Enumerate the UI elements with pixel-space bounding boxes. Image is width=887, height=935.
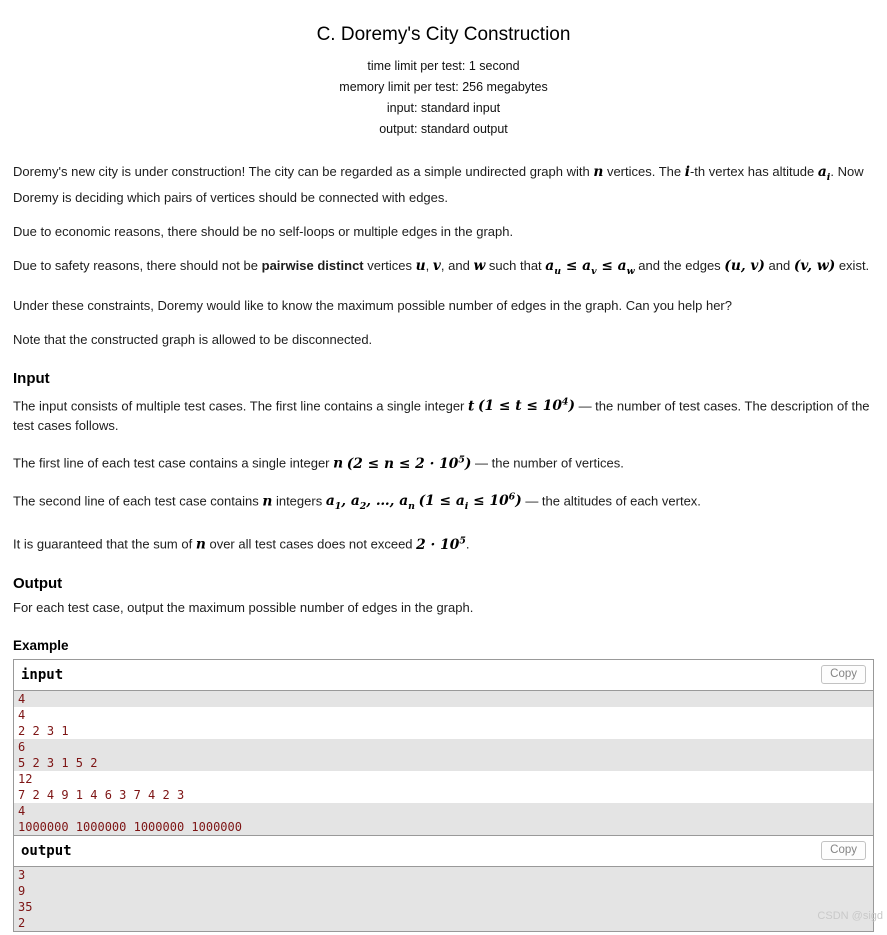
input-label: input (21, 666, 64, 683)
sample-line: 4 (14, 691, 873, 707)
output-paragraph: For each test case, output the maximum possible number of edges in the graph. (13, 599, 474, 615)
sample-line: 35 (14, 899, 873, 915)
limit-output: output: standard output (379, 122, 508, 136)
page-title: C. Doremy's City Construction (316, 24, 571, 45)
sample-line: 4 (14, 707, 873, 723)
sample-output-header (14, 835, 873, 867)
sample-output-lines (14, 867, 873, 931)
output-label: output (21, 842, 72, 859)
output-heading: Output (13, 574, 63, 592)
sample-line: 2 2 3 1 (14, 723, 873, 739)
statement-paragraph: Note that the constructed graph is allowed to be disconnected. (13, 331, 373, 347)
statement-paragraph: Due to safety reasons, there should not be pairwise distinct vertices u, v, and w such that $a_u \le a_v \le a_w$ and the edges (u, v) and (v, w) exist. (13, 257, 870, 277)
input-heading: Input (13, 369, 50, 387)
example-heading: Example (13, 637, 69, 653)
sample-line: 1000000 1000000 1000000 1000000 (14, 819, 873, 835)
limit-time: time limit per test: 1 second (367, 59, 520, 73)
sample-input-header (14, 660, 873, 691)
watermark: CSDN @sigd (817, 910, 883, 922)
input-paragraph: The second line of each test case contains n integers $a_1$, $a_2$, …, $a_n$ $(1 \le a_i \le 10^6)$ — the altitudes of each vertex. (13, 491, 701, 513)
input-paragraph: The first line of each test case contains a single integer n $(2 \le n \le 2 \cdot 10^5)$ — the number of vertices. (13, 454, 624, 472)
problem-limits (13, 56, 874, 140)
sample-line: 3 (14, 867, 873, 883)
sample-line: 2 (14, 915, 873, 931)
input-paragraph: It is guaranteed that the sum of n over all test cases does not exceed $2 \cdot 10^5$. (13, 535, 470, 553)
copy-output-button[interactable]: Copy (821, 841, 866, 860)
copy-input-button[interactable]: Copy (821, 665, 866, 684)
statement-paragraph: Under these constraints, Doremy would like to know the maximum possible number of edges in the graph. Can you help her? (13, 297, 732, 313)
sample-line: 5 2 3 1 5 2 (14, 755, 873, 771)
problem-page (0, 24, 887, 932)
sample-line: 9 (14, 883, 873, 899)
sample-line: 4 (14, 803, 873, 819)
limit-input: input: standard input (386, 101, 501, 115)
sample-line: 12 (14, 771, 873, 787)
sample-input-lines (14, 691, 873, 835)
sample-line: 6 (14, 739, 873, 755)
limit-memory: memory limit per test: 256 megabytes (339, 80, 548, 94)
statement-paragraph: Doremy's new city is under construction! The city can be regarded as a simple undirected graph with n vertices. The i-th vertex has altitude $a_i$. Now Doremy is deciding which pairs of vertices should be connected with edges. (13, 164, 864, 205)
sample-test-box (13, 659, 874, 932)
statement-paragraph: Due to economic reasons, there should be no self-loops or multiple edges in the graph. (13, 223, 514, 239)
sample-line: 7 2 4 9 1 4 6 3 7 4 2 3 (14, 787, 873, 803)
input-paragraph: The input consists of multiple test cases. The first line contains a single integer t $(1 \le t \le 10^4)$ — the number of test cases. The description of the test cases follows. (13, 396, 870, 434)
